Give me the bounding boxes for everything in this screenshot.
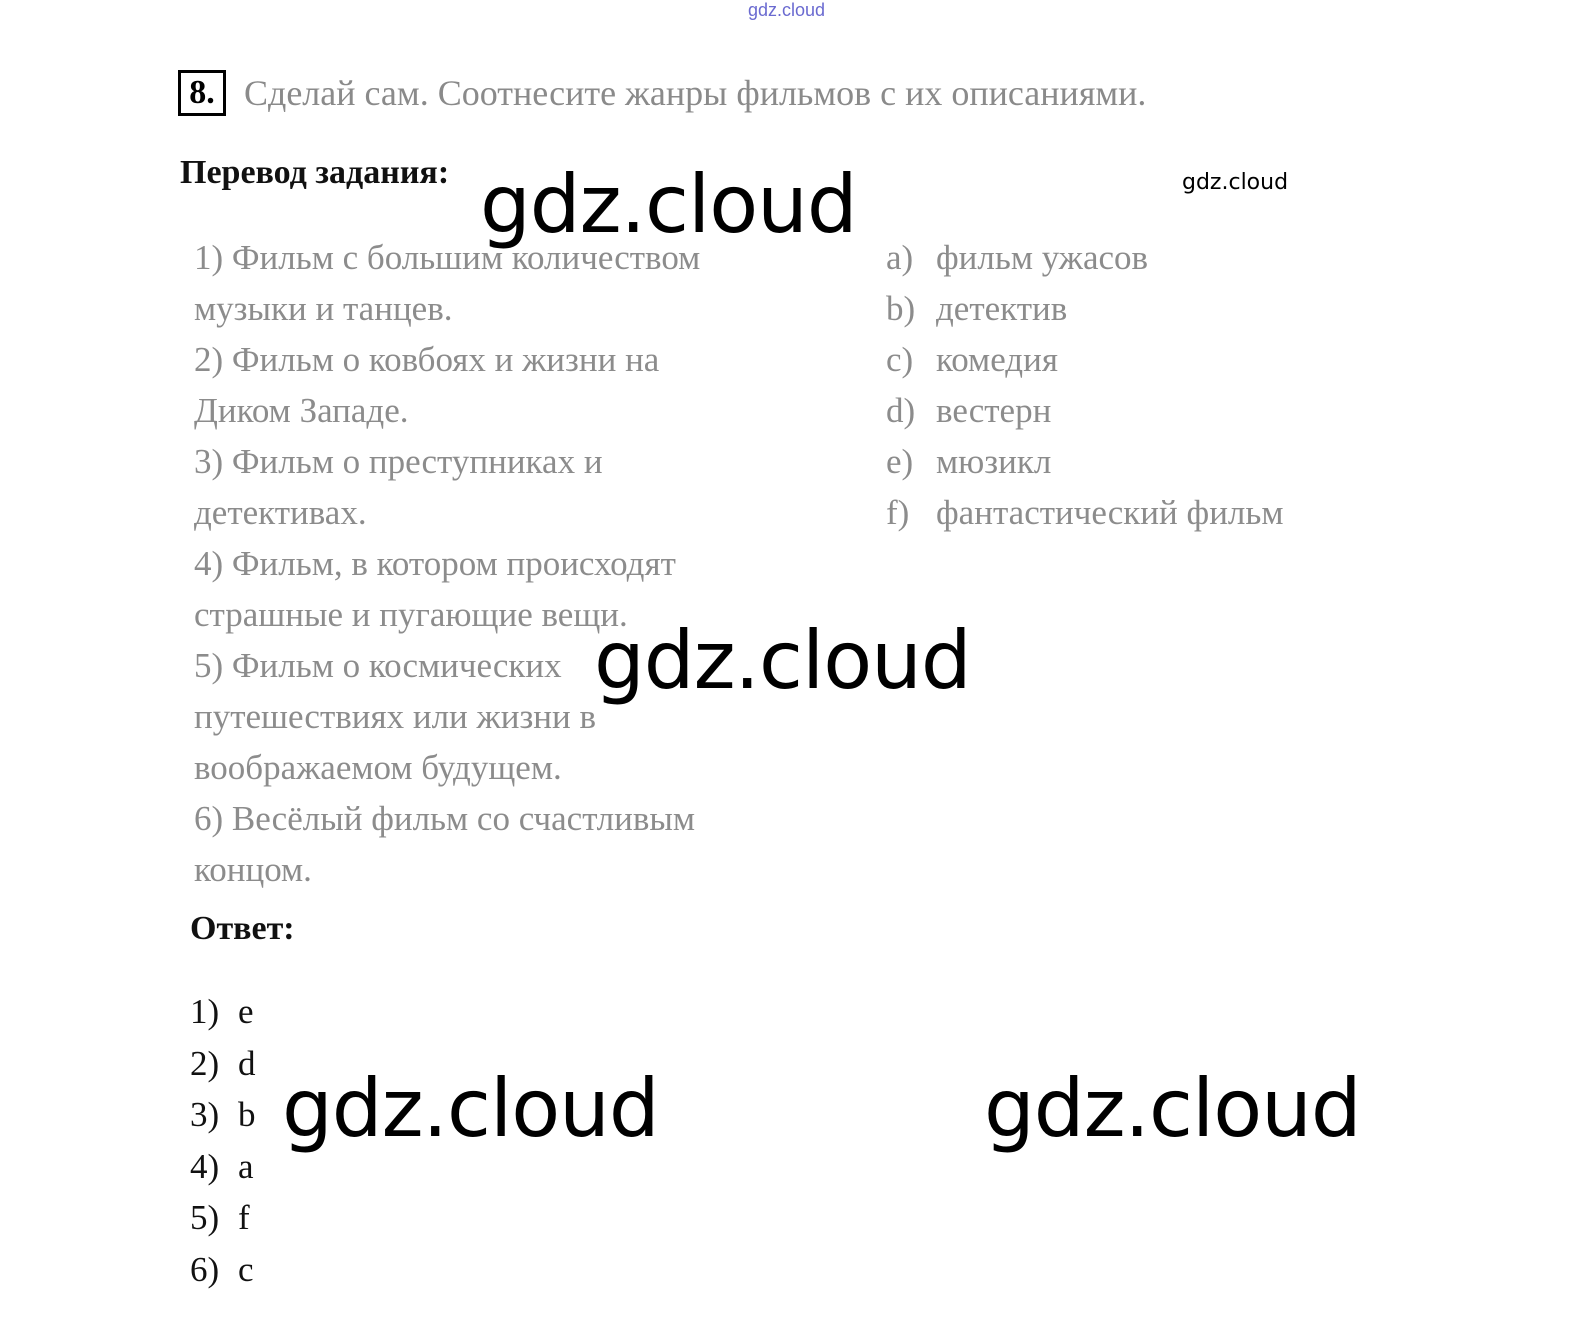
watermark-large: gdz.cloud <box>594 614 971 707</box>
watermark-large: gdz.cloud <box>480 158 857 251</box>
genre-letter: f) <box>886 493 910 532</box>
task-text: Сделай сам. Соотнесите жанры фильмов с их описаниями. <box>244 73 1147 113</box>
genre-letter: c) <box>886 340 914 379</box>
description-5-line-2: путешествиях или жизни в <box>194 697 597 736</box>
answer-row <box>190 1141 256 1193</box>
answer-heading: Ответ: <box>190 910 295 947</box>
genre-option <box>886 232 1284 283</box>
description-6-line-2: концом. <box>194 850 312 889</box>
genre-label: фильм ужасов <box>936 238 1149 277</box>
watermark-large: gdz.cloud <box>984 1062 1361 1155</box>
genre-label: детектив <box>936 289 1068 328</box>
description-4-line-2: страшные и пугающие вещи. <box>194 595 628 634</box>
genre-label: мюзикл <box>936 442 1052 481</box>
task-header <box>178 70 1146 116</box>
answer-row <box>190 1244 256 1296</box>
genre-label: вестерн <box>936 391 1052 430</box>
description-2-line-2: Диком Западе. <box>194 391 409 430</box>
genre-option <box>886 385 1284 436</box>
description-1-line-1: 1) Фильм с большим количеством <box>194 238 701 277</box>
description-1-line-2: музыки и танцев. <box>194 289 453 328</box>
answer-letter: a <box>238 1146 254 1186</box>
genre-option <box>886 436 1284 487</box>
answers-list <box>190 986 256 1295</box>
answer-number: 6) <box>190 1249 220 1289</box>
description-4-line-1: 4) Фильм, в котором происходят <box>194 544 676 583</box>
genre-letter: e) <box>886 442 914 481</box>
answer-row <box>190 1089 256 1141</box>
task-number: 8. <box>178 70 226 116</box>
genre-letter: b) <box>886 289 916 328</box>
description-6-line-1: 6) Весёлый фильм со счастливым <box>194 799 696 838</box>
answer-row <box>190 1038 256 1090</box>
genre-option <box>886 283 1284 334</box>
answer-letter: b <box>238 1095 256 1134</box>
answer-number: 2) <box>190 1043 220 1083</box>
description-5-line-1: 5) Фильм о космических <box>194 646 562 685</box>
answer-letter: d <box>238 1043 256 1083</box>
genre-option <box>886 487 1284 538</box>
descriptions-list <box>194 232 794 895</box>
answer-number: 5) <box>190 1198 220 1237</box>
genres-list <box>886 232 1284 538</box>
answer-letter: f <box>238 1198 250 1237</box>
answer-letter: e <box>238 992 254 1031</box>
genre-label: комедия <box>936 340 1058 379</box>
answer-number: 4) <box>190 1146 220 1186</box>
answer-number: 3) <box>190 1095 220 1134</box>
top-watermark-link: gdz.cloud <box>748 0 826 20</box>
translation-heading: Перевод задания: <box>180 154 450 191</box>
description-2-line-1: 2) Фильм о ковбоях и жизни на <box>194 340 660 379</box>
description-3-line-1: 3) Фильм о преступниках и <box>194 442 603 481</box>
description-5-line-3: воображаемом будущем. <box>194 748 562 787</box>
answer-letter: c <box>238 1249 254 1289</box>
genre-label: фантастический фильм <box>936 493 1284 532</box>
genre-option <box>886 334 1284 385</box>
watermark-large: gdz.cloud <box>282 1062 659 1155</box>
description-3-line-2: детективах. <box>194 493 367 532</box>
answer-row <box>190 1192 256 1244</box>
watermark-small: gdz.cloud <box>1182 170 1289 195</box>
genre-letter: a) <box>886 238 914 277</box>
answer-number: 1) <box>190 992 220 1031</box>
genre-letter: d) <box>886 391 916 430</box>
answer-row <box>190 986 256 1038</box>
